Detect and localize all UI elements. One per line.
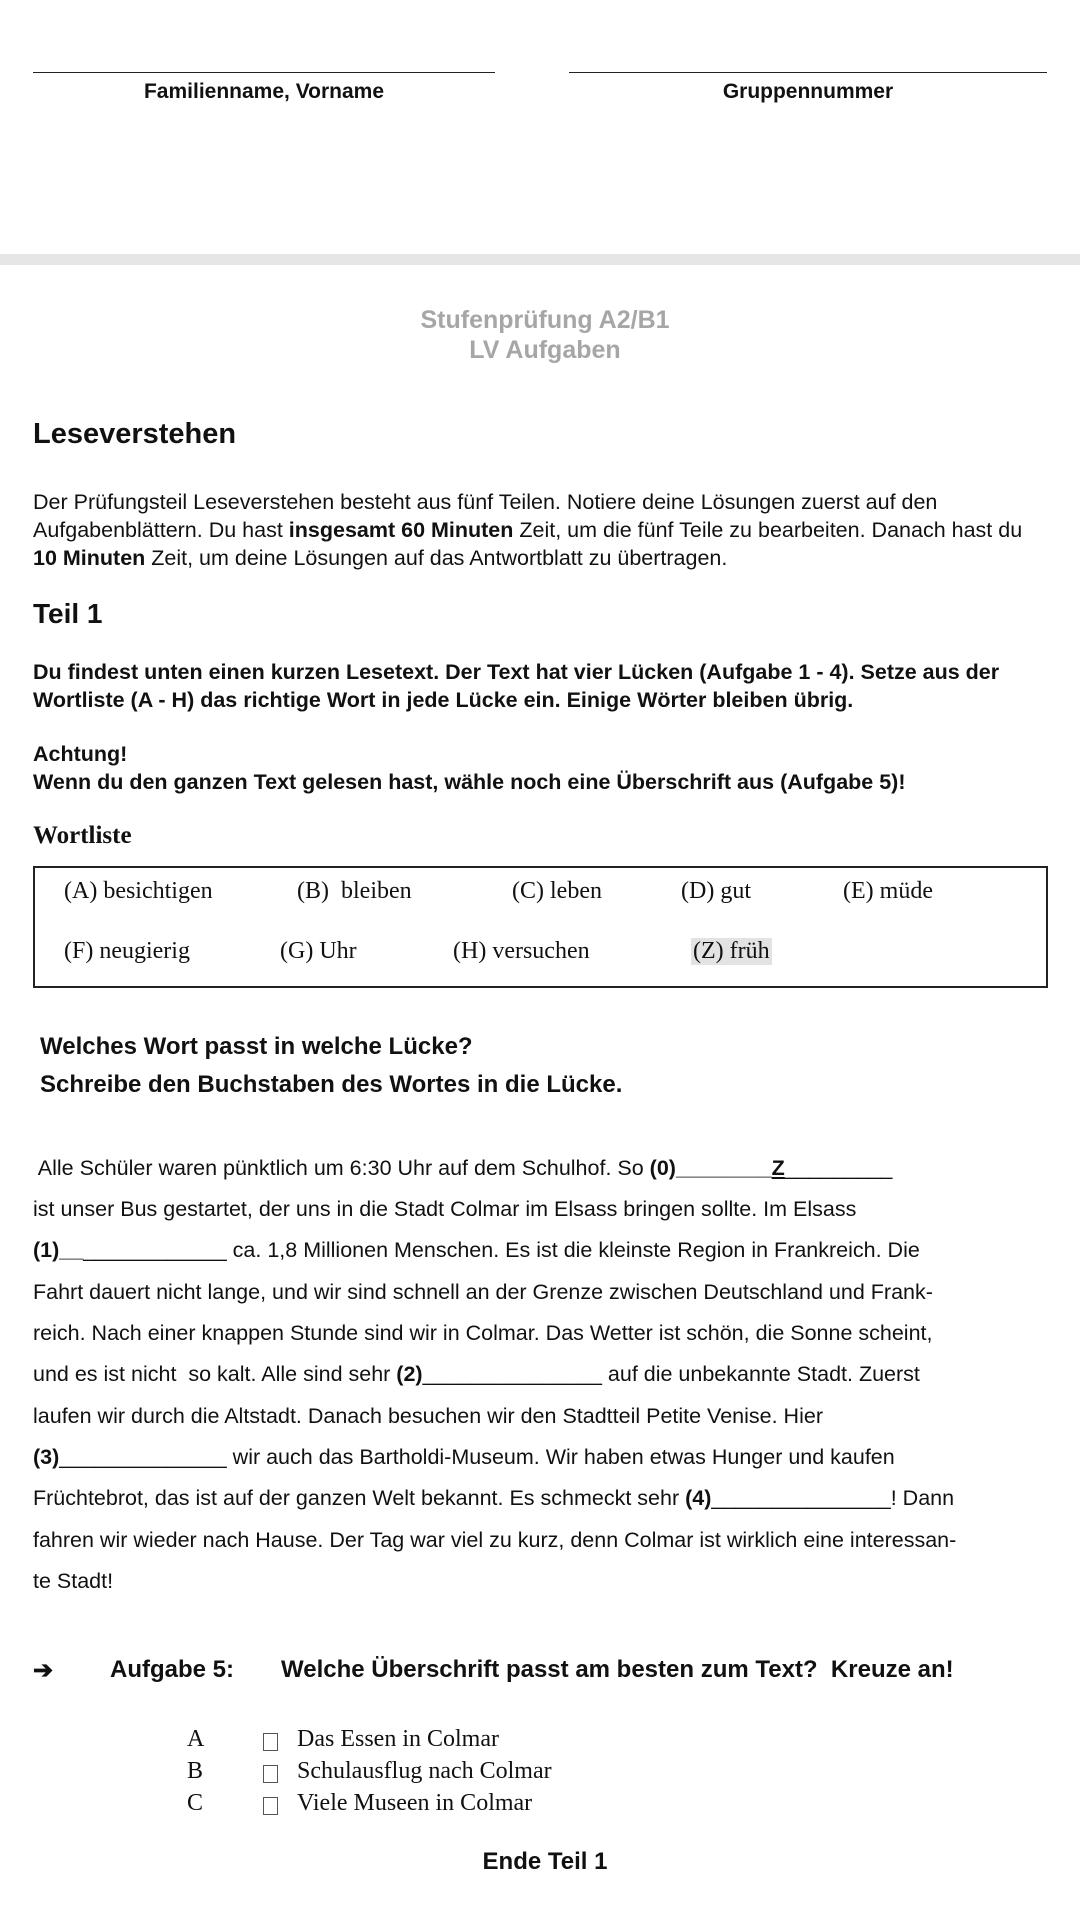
option-b[interactable] <box>187 1758 552 1785</box>
exam-subtitle: LV Aufgaben <box>469 336 621 364</box>
intro-text: Zeit, um die fünf Teile zu bearbeiten. Danach hast du <box>513 518 1023 542</box>
question-line-1: Welches Wort passt in welche Lücke? <box>40 1033 473 1060</box>
text-line-1 <box>33 1156 892 1181</box>
gap-2-blank[interactable]: _______________ <box>422 1362 602 1386</box>
text-line-11: te Stadt! <box>33 1569 114 1593</box>
gap-1[interactable]: (1)__ <box>33 1238 84 1262</box>
option-text: Das Essen in Colmar <box>297 1726 499 1752</box>
text-span: ! Dann <box>890 1486 955 1510</box>
attention-title: Achtung! <box>33 742 128 766</box>
intro-text: Der Prüfungsteil Leseverstehen besteht aus fünf Teilen. Notiere deine Lösungen zuerst auf den Aufgabenblättern. Du hast <box>33 490 938 542</box>
section-intro <box>33 488 1048 572</box>
text-line-5: reich. Nach einer knappen Stunde sind wir in Colmar. Das Wetter ist schön, die Sonne scheint, <box>33 1321 933 1345</box>
checkbox-icon[interactable] <box>263 1765 278 1783</box>
gap-1-blank[interactable]: ____________ <box>83 1238 227 1262</box>
gap-0-tail: _________ <box>784 1156 893 1180</box>
checkbox-icon[interactable] <box>263 1797 278 1815</box>
gap-question <box>40 1028 622 1104</box>
word-h: (H) versuchen <box>453 938 590 964</box>
intro-bold-transfer-time: 10 Minuten <box>33 546 146 570</box>
page-divider <box>0 254 1080 265</box>
text-line-8 <box>33 1445 895 1470</box>
example-answer: Z <box>771 1156 785 1180</box>
text-span: Alle Schüler waren pünktlich um 6:30 Uhr auf dem Schulhof. So <box>33 1156 650 1180</box>
word-b: (B) bleiben <box>297 878 412 904</box>
text-span: und es ist nicht so kalt. Alle sind sehr <box>33 1362 397 1386</box>
wordlist-box <box>33 866 1048 988</box>
option-letter: B <box>187 1758 204 1784</box>
text-line-4: Fahrt dauert nicht lange, und wir sind schnell an der Grenze zwischen Deutschland und Frank- <box>33 1280 933 1304</box>
intro-bold-time: insgesamt 60 Minuten <box>288 518 514 542</box>
wordlist-title: Wortliste <box>33 822 132 849</box>
intro-text: Zeit, um deine Lösungen auf das Antwortblatt zu übertragen. <box>145 546 728 570</box>
word-g: (G) Uhr <box>280 938 357 964</box>
end-marker: Ende Teil 1 <box>482 1848 608 1875</box>
option-text: Viele Museen in Colmar <box>297 1790 533 1816</box>
gap-2[interactable]: (2) <box>396 1362 423 1386</box>
teil-instruction: Du findest unten einen kurzen Lesetext. Der Text hat vier Lücken (Aufgabe 1 - 4). Setze aus der Wortliste (A - H) das richtige Wort in jede Lücke ein. Einige Wörter bleiben übrig. <box>33 660 1000 712</box>
gap-4[interactable]: (4) <box>685 1486 712 1510</box>
word-d: (D) gut <box>681 878 751 904</box>
group-signature-line <box>569 72 1047 73</box>
arrow-icon: ➔ <box>33 1657 54 1684</box>
gap-3[interactable]: (3) <box>33 1445 60 1469</box>
option-letter: C <box>187 1790 204 1816</box>
group-label: Gruppennummer <box>722 80 894 103</box>
name-label: Familienname, Vorname <box>143 80 385 103</box>
text-line-9 <box>33 1486 954 1511</box>
word-a: (A) besichtigen <box>64 878 213 904</box>
checkbox-icon[interactable] <box>263 1733 278 1751</box>
text-line-3 <box>33 1238 920 1263</box>
teil-heading: Teil 1 <box>33 598 103 629</box>
text-line-10: fahren wir wieder nach Hause. Der Tag war viel zu kurz, denn Colmar ist wirklich eine interessan- <box>33 1528 957 1552</box>
attention-text: Wenn du den ganzen Text gelesen hast, wähle noch eine Überschrift aus (Aufgabe 5)! <box>33 770 906 794</box>
gap-3-blank[interactable]: ______________ <box>59 1445 227 1469</box>
text-line-2: ist unser Bus gestartet, der uns in die Stadt Colmar im Elsass bringen sollte. Im Elsass <box>33 1197 857 1221</box>
task5-label: Aufgabe 5: <box>110 1656 235 1683</box>
attention-note <box>33 740 906 796</box>
task5-question: Welche Überschrift passt am besten zum Text? Kreuze an! <box>281 1656 954 1683</box>
option-c[interactable] <box>187 1790 533 1817</box>
text-span: wir auch das Bartholdi-Museum. Wir haben etwas Hunger und kaufen <box>226 1445 895 1469</box>
word-f: (F) neugierig <box>64 938 190 964</box>
option-text: Schulausflug nach Colmar <box>297 1758 552 1784</box>
text-span: Früchtebrot, das ist auf der ganzen Welt bekannt. Es schmeckt sehr <box>33 1486 686 1510</box>
option-a[interactable] <box>187 1726 499 1753</box>
exam-title: Stufenprüfung A2/B1 <box>420 306 670 334</box>
text-line-6 <box>33 1362 920 1387</box>
text-span: ca. 1,8 Millionen Menschen. Es ist die kleinste Region in Frankreich. Die <box>226 1238 920 1262</box>
word-e: (E) müde <box>843 878 933 904</box>
name-signature-line <box>33 72 495 73</box>
text-line-7: laufen wir durch die Altstadt. Danach besuchen wir den Stadtteil Petite Venise. Hier <box>33 1404 823 1428</box>
question-line-2: Schreibe den Buchstaben des Wortes in die Lücke. <box>40 1071 623 1098</box>
word-c: (C) leben <box>512 878 602 904</box>
gap-0-example: (0)________ <box>649 1156 772 1180</box>
section-heading: Leseverstehen <box>33 418 237 450</box>
gap-4-blank[interactable]: _______________ <box>711 1486 891 1510</box>
option-letter: A <box>187 1726 205 1752</box>
text-span: auf die unbekannte Stadt. Zuerst <box>601 1362 920 1386</box>
word-z-example: (Z) früh <box>693 938 770 964</box>
